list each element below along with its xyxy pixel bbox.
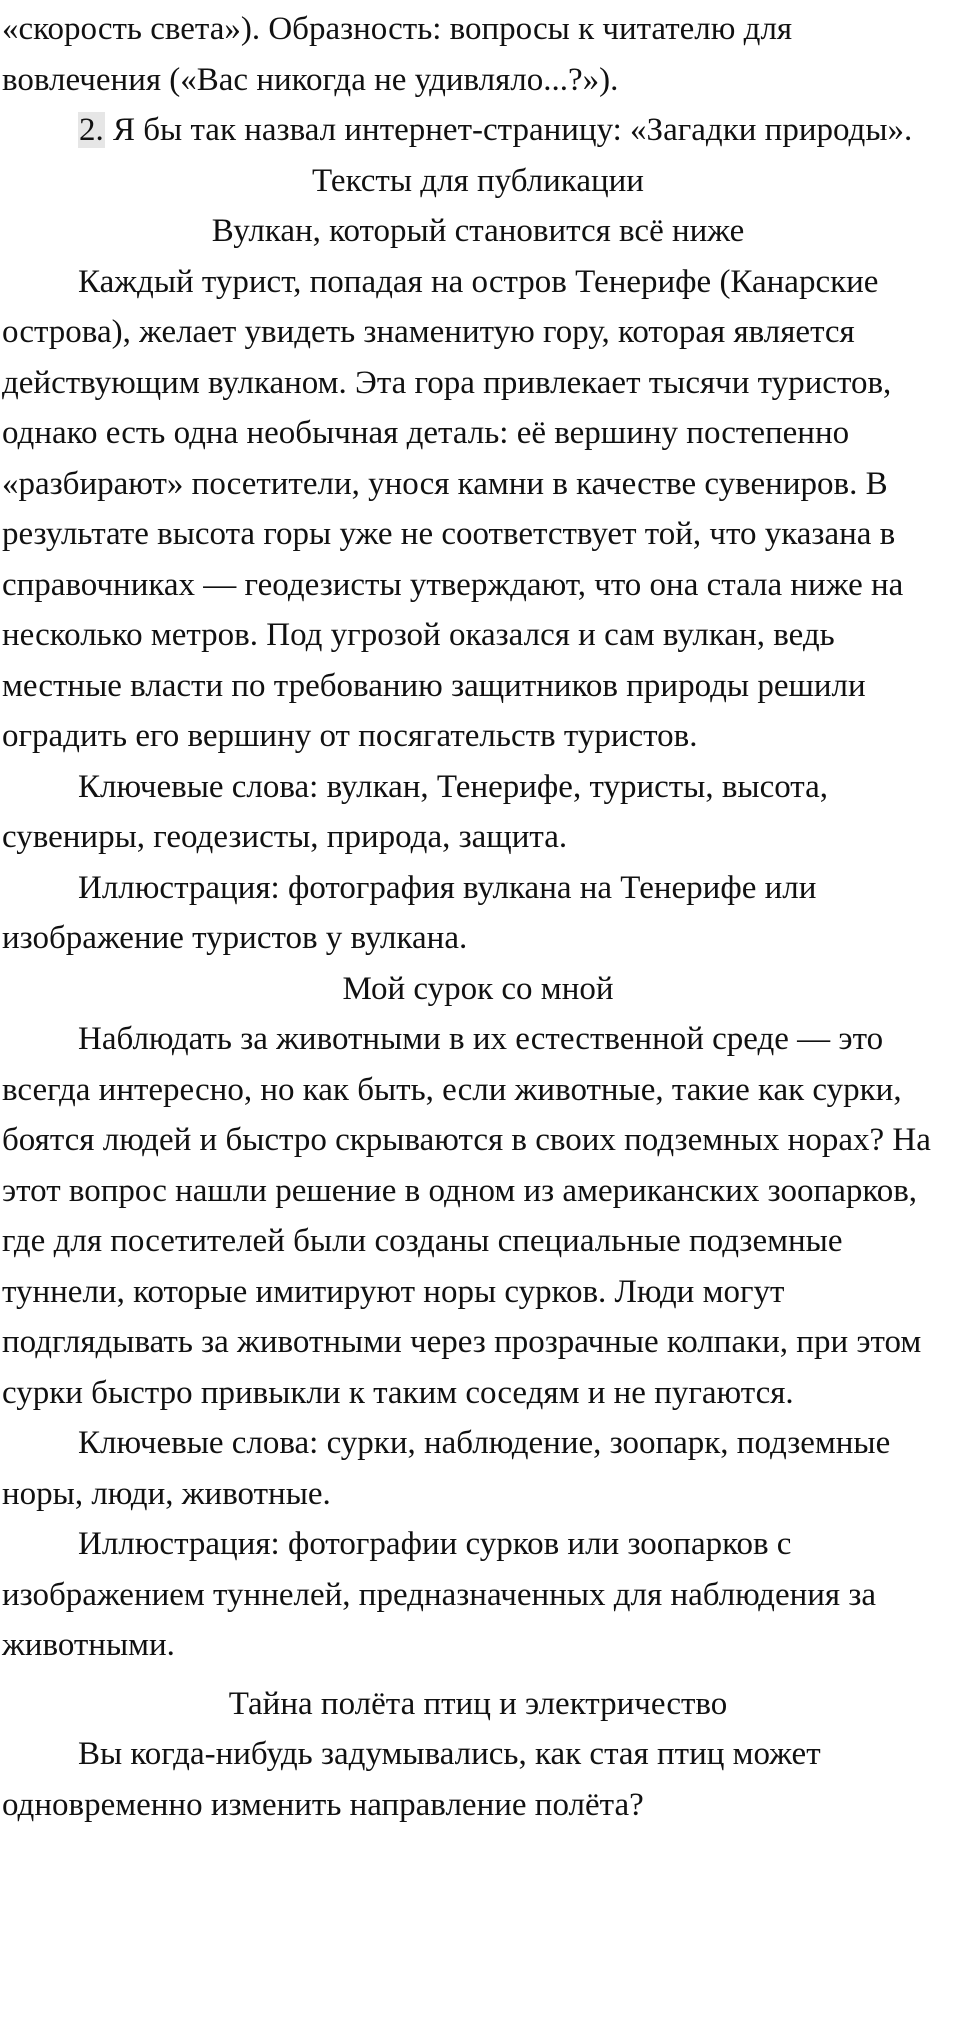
section-heading: Тексты для публикации: [312, 162, 644, 199]
article-2-illustration: Иллюстрация: фотографии сурков или зоопарков с изображением туннелей, предназначенных для наблюдения за животными.: [2, 1526, 877, 1663]
article-1-body: Каждый турист, попадая на остров Тенерифе (Канарские острова), желает увидеть знаменитую гору, которая является действующим вулканом. Эта гора привлекает тысячи туристов, однако есть одна необычная деталь: её вершину постепенно «разбирают» посетители, унося камни в качестве сувениров. В результате высота горы уже не соответствует той, что указана в справочниках — геодезисты утверждают, что она стала ниже на несколько метров. Под угрозой оказался и сам вулкан, ведь местные власти по требованию защитников природы решили оградить его вершину от посягательств туристов.: [2, 263, 904, 754]
list-item-number: 2.: [79, 112, 104, 148]
article-1-title: Вулкан, который становится всё ниже: [211, 213, 745, 249]
article-2-keywords: Ключевые слова: сурки, наблюдение, зоопарк, подземные норы, люди, животные.: [2, 1425, 891, 1512]
article-2-body: Наблюдать за животными в их естественной среде — это всегда интересно, но как быть, если животные, такие как сурки, боятся людей и быстро скрываются в своих подземных норах? На этот вопрос нашли решение в одном из американских зоопарков, где для посетителей были созданы специальные подземные туннели, которые имитируют норы сурков. Люди могут подглядывать за животными через прозрачные колпаки, при этом сурки быстро привыкли к таким соседям и не пугаются.: [2, 1021, 931, 1411]
paragraph-continuation: «скорость света»). Образность: вопросы к читателю для вовлечения («Вас никогда не удивляло...?»).: [2, 11, 793, 98]
article-2-title: Мой сурок со мной: [342, 970, 614, 1007]
article-1-keywords: Ключевые слова: вулкан, Тенерифе, туристы, высота, сувениры, геодезисты, природа, защита.: [2, 768, 829, 855]
article-3-body: Вы когда-нибудь задумывались, как стая птиц может одновременно изменить направление полёта?: [2, 1736, 821, 1823]
list-item-text: Я бы так назвал интернет-страницу: «Загадки природы».: [104, 112, 913, 148]
article-3-title: Тайна полёта птиц и электричество: [228, 1685, 728, 1722]
article-1-illustration: Иллюстрация: фотография вулкана на Тенерифе или изображение туристов у вулкана.: [2, 869, 817, 956]
list-item-2: [2, 105, 954, 156]
